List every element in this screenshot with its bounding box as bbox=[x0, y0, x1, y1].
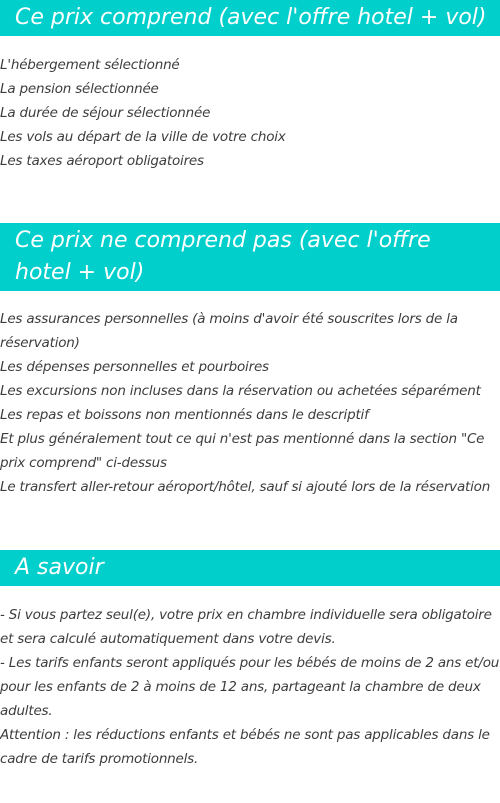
list-item: Les vols au départ de la ville de votre choix bbox=[0, 129, 286, 145]
list-item: - Les tarifs enfants seront appliqués pour les bébés de moins de 2 ans et/ou pour les enfants de 2 à moins de 12 ans, partageant la chambre de deux adultes. bbox=[0, 655, 500, 719]
list-item: Les repas et boissons non mentionnés dans le descriptif bbox=[0, 407, 369, 423]
list-item: Les excursions non incluses dans la réservation ou achetées séparément bbox=[0, 383, 481, 399]
section-title: Ce prix comprend (avec l'offre hotel + vol) bbox=[0, 0, 500, 36]
section-title: Ce prix ne comprend pas (avec l'offre hotel + vol) bbox=[0, 223, 500, 291]
list-item: Les dépenses personnelles et pourboires bbox=[0, 359, 269, 375]
list-item: Le transfert aller-retour aéroport/hôtel, sauf si ajouté lors de la réservation bbox=[0, 479, 491, 495]
not-included-list bbox=[0, 307, 500, 499]
list-item: Et plus généralement tout ce qui n'est pas mentionné dans la section "Ce prix comprend" ci-dessus bbox=[0, 431, 485, 471]
list-item: Les taxes aéroport obligatoires bbox=[0, 153, 204, 169]
list-item: La durée de séjour sélectionnée bbox=[0, 105, 211, 121]
list-item: La pension sélectionnée bbox=[0, 81, 159, 97]
list-item: Les assurances personnelles (à moins d'avoir été souscrites lors de la réservation) bbox=[0, 311, 458, 351]
section-title: A savoir bbox=[0, 550, 500, 586]
list-item: L'hébergement sélectionné bbox=[0, 57, 180, 73]
included-list bbox=[0, 53, 500, 173]
list-item: Attention : les réductions enfants et bébés ne sont pas applicables dans le cadre de tarifs promotionnels. bbox=[0, 727, 490, 767]
list-item: - Si vous partez seul(e), votre prix en chambre individuelle sera obligatoire et sera calculé automatiquement dans votre devis. bbox=[0, 607, 492, 647]
info-list bbox=[0, 603, 500, 771]
section-included bbox=[0, 0, 500, 173]
section-a-savoir bbox=[0, 550, 500, 771]
section-not-included bbox=[0, 223, 500, 499]
